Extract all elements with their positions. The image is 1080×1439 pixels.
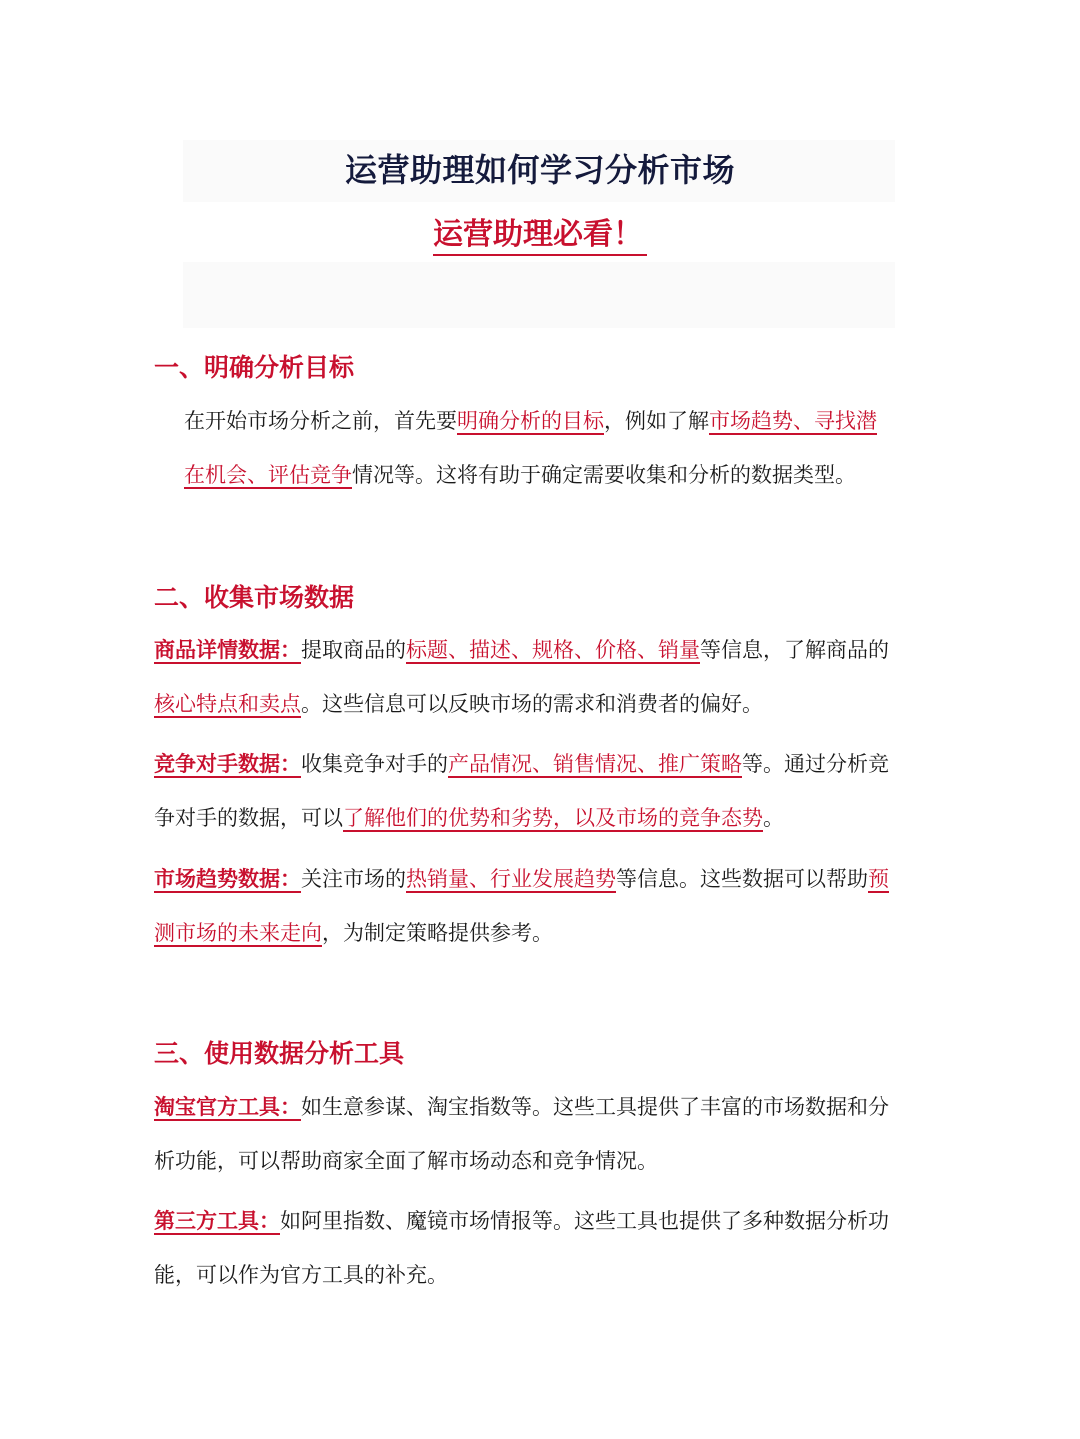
section2-paragraph-3 [154,852,896,960]
highlight: 市场趋势、寻找潜在机会、评估竞争 [184,409,877,487]
text: 。这些信息可以反映市场的需求和消费者的偏好。 [301,692,763,716]
section1-paragraph [184,394,896,502]
highlight: 标题、描述、规格、价格、销量 [406,638,700,662]
section-heading-2: 二、收集市场数据 [154,583,355,612]
section-heading-1: 一、明确分析目标 [154,353,355,382]
paragraph-label: 竞争对手数据： [154,752,301,776]
section2-paragraph-2 [154,737,896,845]
highlight: 热销量、行业发展趋势 [406,867,616,891]
text: 等。通过分析竞争对手的数据，可以 [154,752,889,830]
subtitle-background [183,262,895,328]
text: 关注市场的 [301,867,406,891]
page-subtitle [0,212,1080,258]
paragraph-label: 第三方工具： [154,1209,280,1233]
text: ，例如了解 [604,409,709,433]
text: ，为制定策略提供参考。 [322,921,553,945]
section2-paragraph-1 [154,623,896,731]
section3-paragraph-2 [154,1194,896,1302]
highlight: 产品情况、销售情况、推广策略 [448,752,742,776]
highlight: 了解他们的优势和劣势，以及市场的竞争态势 [343,806,763,830]
text: 等信息，了解商品的 [700,638,889,662]
paragraph-label: 商品详情数据： [154,638,301,662]
highlight: 核心特点和卖点 [154,692,301,716]
text: 在开始市场分析之前，首先要 [184,409,457,433]
text: 。 [763,806,784,830]
text: 提取商品的 [301,638,406,662]
section-heading-3: 三、使用数据分析工具 [154,1039,405,1068]
highlight: 预测市场的未来走向 [154,867,889,945]
text: 收集竞争对手的 [301,752,448,776]
text: 情况等。这将有助于确定需要收集和分析的数据类型。 [352,463,856,487]
text: 如阿里指数、魔镜市场情报等。这些工具也提供了多种数据分析功能，可以作为官方工具的补充。 [154,1209,889,1287]
paragraph-label: 市场趋势数据： [154,867,301,891]
text: 等信息。这些数据可以帮助 [616,867,868,891]
subtitle-text: 运营助理必看！ [433,217,647,256]
paragraph-label: 淘宝官方工具： [154,1095,301,1119]
text: 如生意参谋、淘宝指数等。这些工具提供了丰富的市场数据和分析功能，可以帮助商家全面了解市场动态和竞争情况。 [154,1095,889,1173]
page-title: 运营助理如何学习分析市场 [344,151,735,189]
section3-paragraph-1 [154,1080,896,1188]
highlight: 明确分析的目标 [457,409,604,433]
